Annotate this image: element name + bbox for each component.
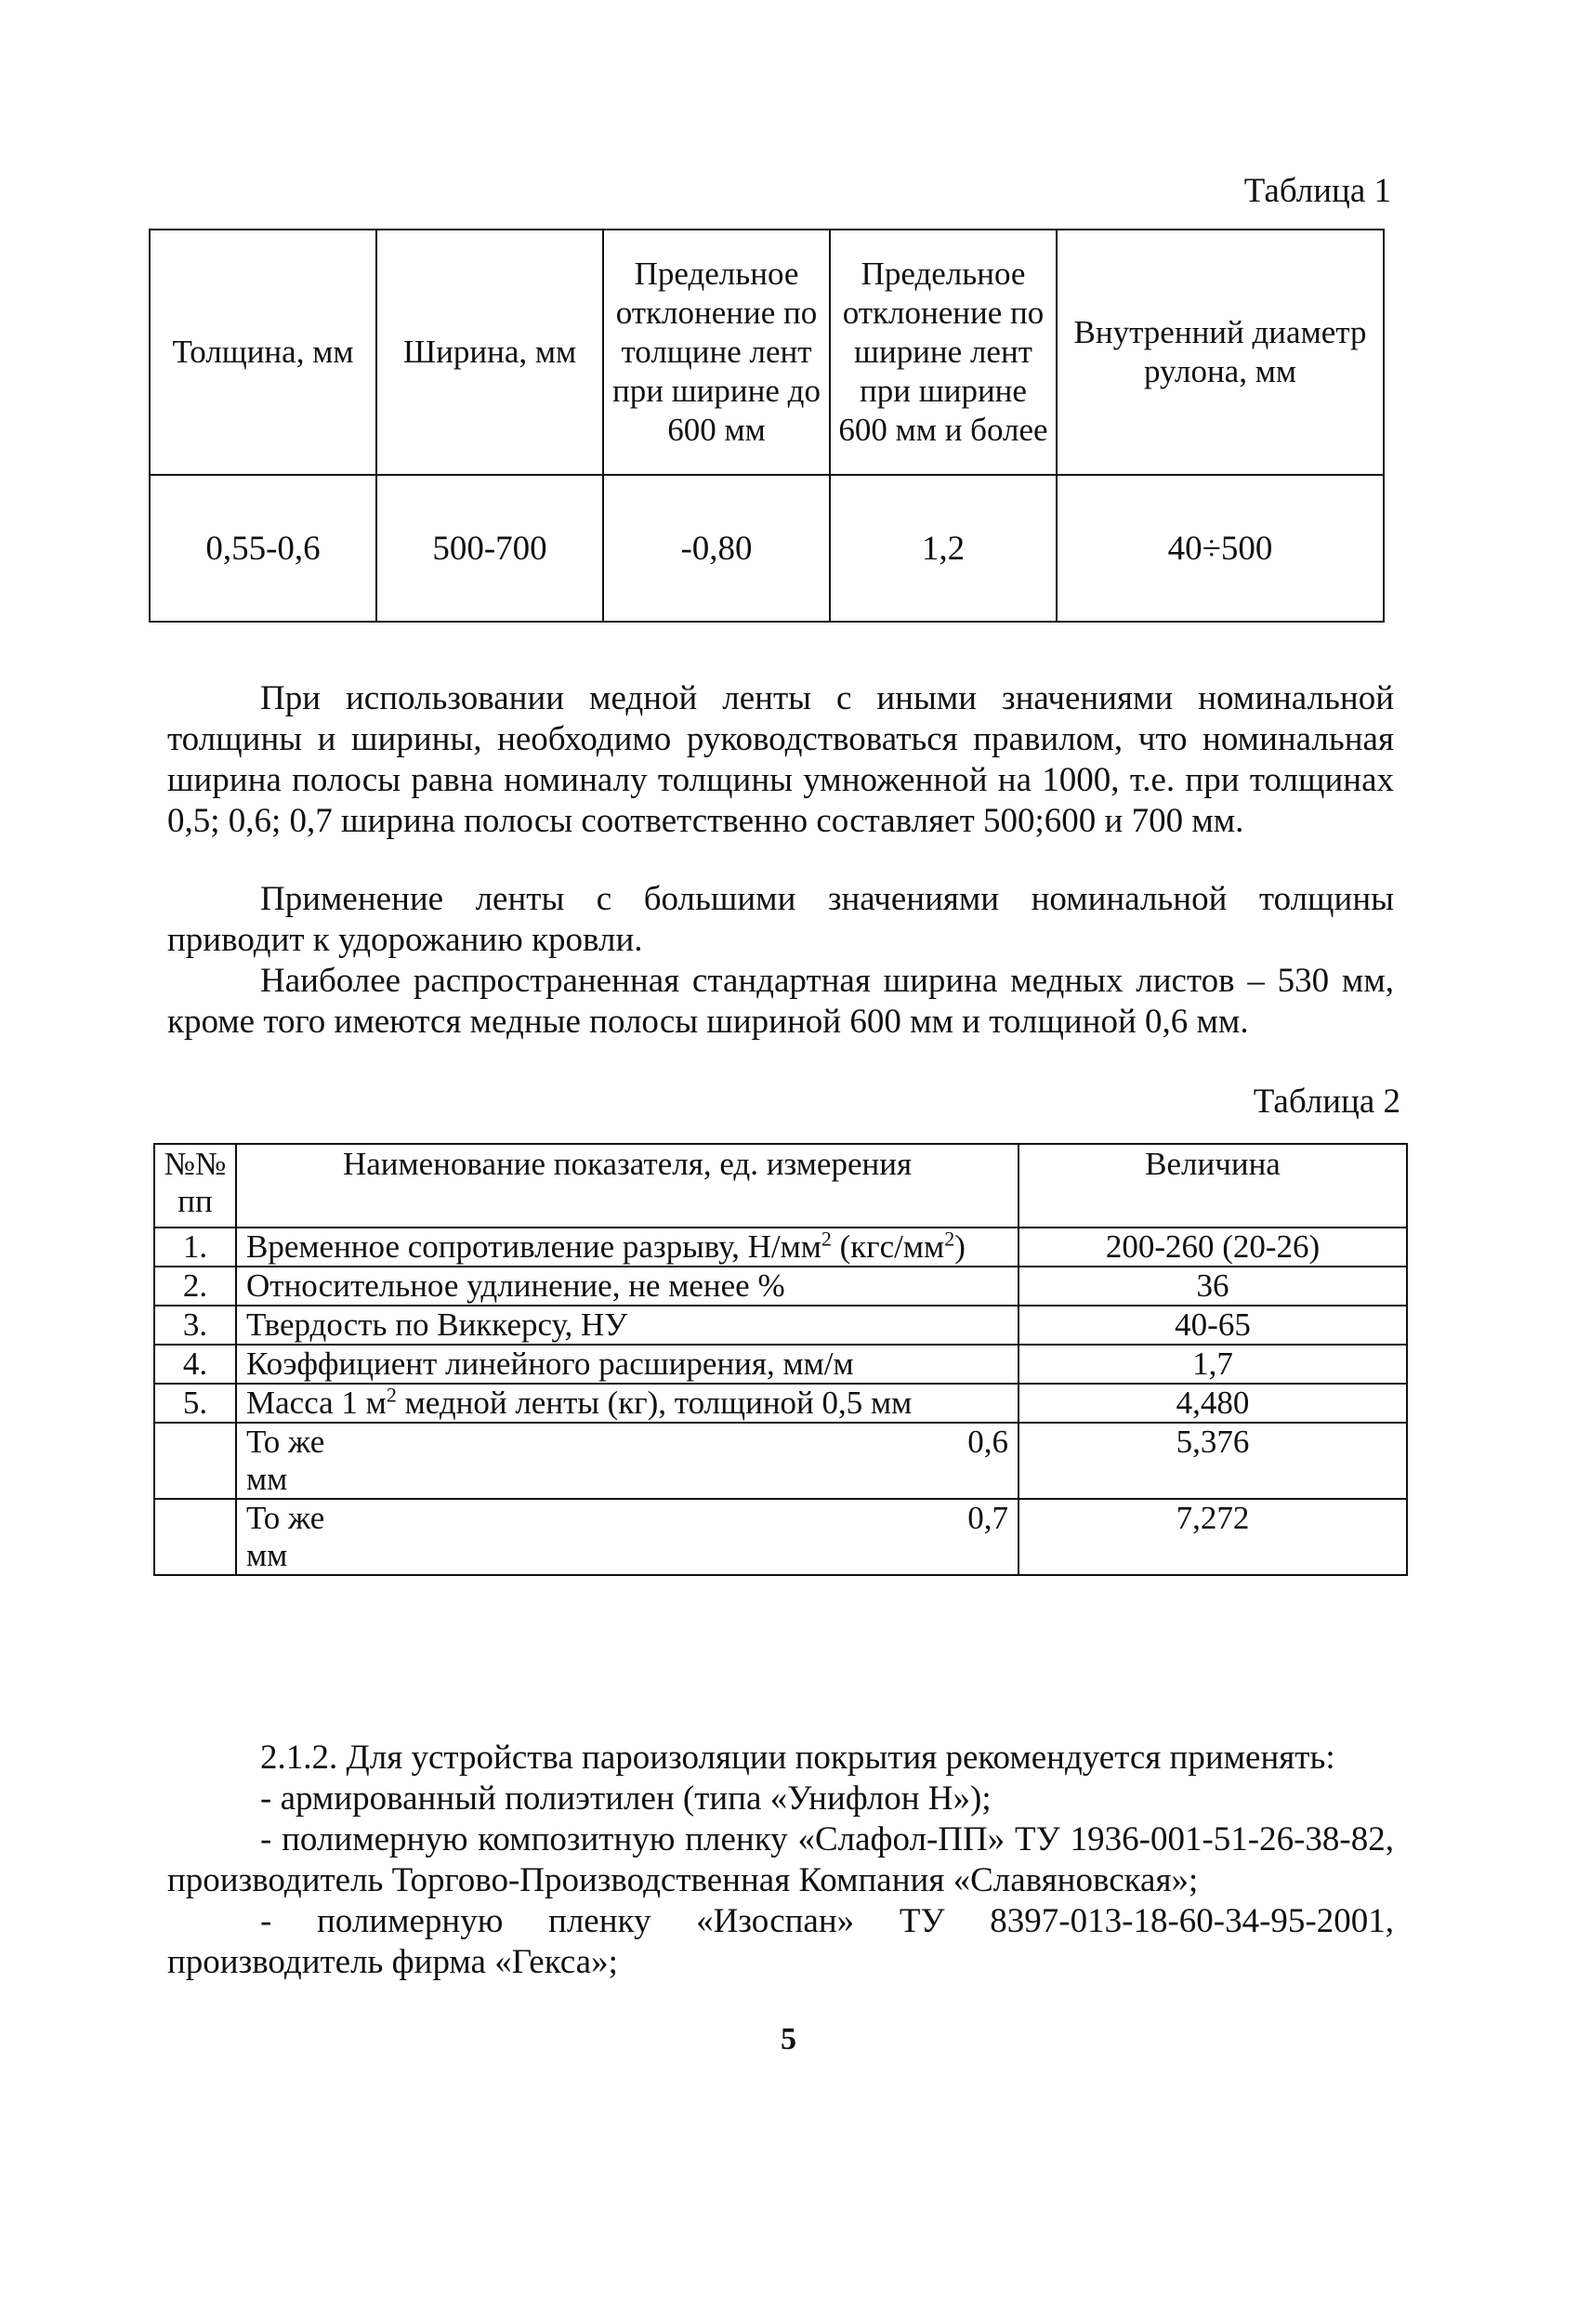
table1-header-thickness-tolerance: Предельное отклонение по толщине лент при ширине до 600 мм [603, 230, 830, 475]
row-name: Временное сопротивление разрыву, $Н/мм^2$ $(кгс/мм^2)$ [236, 1228, 1018, 1267]
row-number: 4. [154, 1345, 236, 1384]
table1-header-width: Ширина, мм [376, 230, 603, 475]
paragraph [167, 879, 1394, 961]
list-item: - армированный полиэтилен (типа «Унифлон Н»); [260, 1779, 992, 1818]
row-value: 4,480 [1018, 1384, 1407, 1423]
table-cell: 40÷500 [1057, 475, 1384, 622]
paragraph-text: Наиболее распространенная стандартная ширина медных листов – 530 мм, кроме того имеются медные полосы шириной 600 мм и толщиной 0,6 мм. [167, 962, 1394, 1041]
section-heading: 2.1.2. Для устройства пароизоляции покрытия рекомендуется применять: [260, 1739, 1335, 1777]
row-name: Твердость по Виккерсу, НУ [236, 1306, 1018, 1345]
row-value: 40-65 [1018, 1306, 1407, 1345]
paragraph-text: При использовании медной ленты с иными значениями номинальной толщины и ширины, необходимо руководствоваться правилом, что номинальная ширина полосы равна номиналу толщины умноженной на 1000, т.е. при толщинах 0,5; 0,6; 0,7 ширина полосы соответственно составляет 500;600 и 700 мм. [167, 679, 1394, 840]
table-cell: 0,55-0,6 [150, 475, 376, 622]
table-cell: -0,80 [603, 475, 830, 622]
table2-header-num: №№ пп [154, 1144, 236, 1228]
table-row [154, 1228, 1407, 1267]
list-item: - полимерную пленку «Изоспан» ТУ 8397-013-18-60-34-95-2001, производитель фирма «Гекса»; [167, 1902, 1394, 1981]
table-row [154, 1306, 1407, 1345]
table1-row [150, 475, 1384, 622]
table2 [153, 1143, 1408, 1576]
table1-header-width-tolerance: Предельное отклонение по ширине лент при ширине 600 мм и более [830, 230, 1057, 475]
row-number: 5. [154, 1384, 236, 1423]
row-number: 1. [154, 1228, 236, 1267]
row-number [154, 1499, 236, 1575]
row-name: Коэффициент линейного расширения, мм/м [236, 1345, 1018, 1384]
page-number: 5 [781, 2022, 796, 2056]
table1-caption: Таблица 1 [1243, 172, 1391, 210]
row-value: 1,7 [1018, 1345, 1407, 1384]
table2-header-value: Величина [1018, 1144, 1407, 1228]
row-value: 200-260 (20-26) [1018, 1228, 1407, 1267]
table2-header-row [154, 1144, 1407, 1228]
table-cell: 500-700 [376, 475, 603, 622]
row-number [154, 1423, 236, 1499]
row-value: 5,376 [1018, 1423, 1407, 1499]
list-item: - полимерную композитную пленку «Слафол-ПП» ТУ 1936-001-51-26-38-82, производитель Торгово-Производственная Компания «Славяновская»; [167, 1820, 1394, 1899]
table-row [154, 1499, 1407, 1575]
table-row [154, 1267, 1407, 1306]
table-cell: 1,2 [830, 475, 1057, 622]
paragraph [167, 678, 1394, 842]
row-name: Масса 1 $м^2$ медной ленты (кг), толщиной 0,5 мм [236, 1384, 1018, 1423]
table1-header-row [150, 230, 1384, 475]
table2-caption: Таблица 2 [1253, 1083, 1400, 1121]
section-2-1-2 [167, 1738, 1394, 1983]
paragraph-text: Применение ленты с большими значениями номинальной толщины приводит к удорожанию кровли. [167, 880, 1394, 959]
row-number: 3. [154, 1306, 236, 1345]
table2-header-name: Наименование показателя, ед. измерения [236, 1144, 1018, 1228]
row-value: 36 [1018, 1267, 1407, 1306]
table1 [149, 229, 1385, 623]
row-name: Относительное удлинение, не менее % [236, 1267, 1018, 1306]
table-row [154, 1345, 1407, 1384]
paragraph [167, 961, 1394, 1043]
table1-header-thickness: Толщина, мм [150, 230, 376, 475]
table1-header-roll-diameter: Внутренний диаметр рулона, мм [1057, 230, 1384, 475]
row-name: 0,6 То же мм [236, 1423, 1018, 1499]
table-row [154, 1423, 1407, 1499]
row-name: 0,7 То же мм [236, 1499, 1018, 1575]
table-row [154, 1384, 1407, 1423]
row-number: 2. [154, 1267, 236, 1306]
row-value: 7,272 [1018, 1499, 1407, 1575]
